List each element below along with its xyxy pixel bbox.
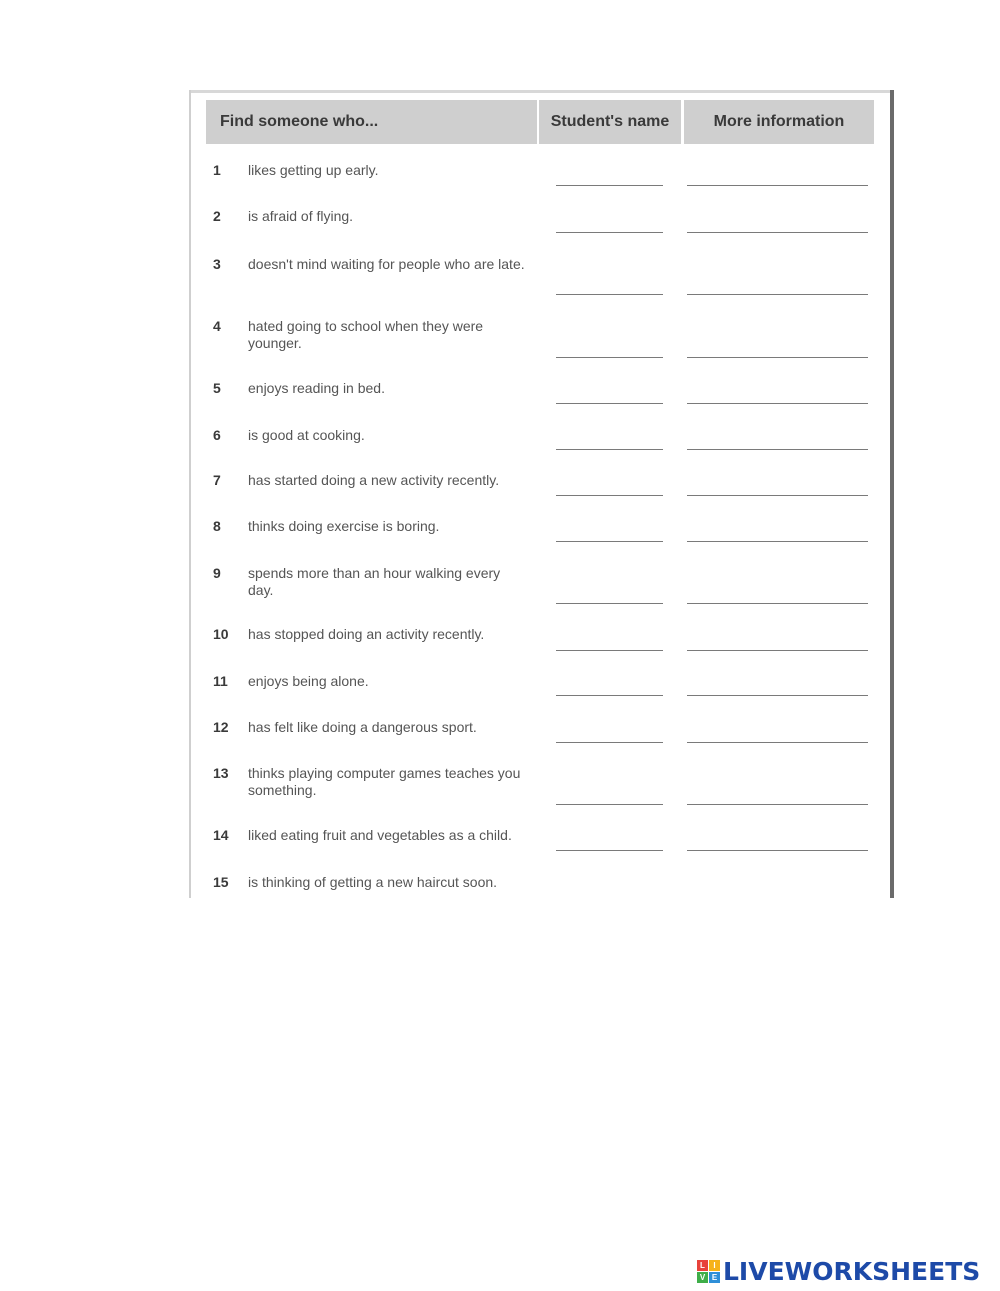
logo-block-l: L [697,1260,708,1271]
student-name-blank[interactable] [556,850,663,851]
more-information-blank[interactable] [687,804,868,805]
table-row [189,472,889,502]
table-row [189,765,889,805]
more-information-blank[interactable] [687,185,868,186]
row-text: is afraid of flying. [248,208,354,224]
table-row [189,673,889,703]
table-row [189,565,889,605]
more-information-blank[interactable] [687,449,868,450]
student-name-blank[interactable] [556,650,663,651]
row-text: has started doing a new activity recently. [248,472,500,488]
student-name-blank[interactable] [556,185,663,186]
row-text: doesn't mind waiting for people who are late. [248,256,525,272]
row-text: is thinking of getting a new haircut soon. [248,874,498,890]
student-name-blank[interactable] [556,495,663,496]
table-row [189,380,889,410]
row-number: 11 [213,673,228,689]
more-information-blank[interactable] [687,294,868,295]
more-information-blank[interactable] [687,742,868,743]
row-number: 15 [213,874,229,890]
header-student-name: Student's name [539,100,681,144]
liveworksheets-logo [697,1257,980,1285]
row-number: 5 [213,380,221,396]
header-find-someone: Find someone who... [206,100,537,144]
row-number: 8 [213,518,221,534]
more-information-blank[interactable] [687,850,868,851]
row-number: 7 [213,472,221,488]
more-information-blank[interactable] [687,650,868,651]
row-number: 6 [213,427,221,443]
row-text: has stopped doing an activity recently. [248,626,485,642]
row-number: 4 [213,318,221,334]
row-text: likes getting up early. [248,162,379,178]
row-text: thinks doing exercise is boring. [248,518,440,534]
row-text: enjoys reading in bed. [248,380,385,396]
scan-edge-top [189,90,894,93]
more-information-blank[interactable] [687,541,868,542]
row-text: thinks playing computer games teaches you something. [248,765,521,798]
student-name-blank[interactable] [556,403,663,404]
table-row [189,518,889,548]
table-row [189,256,889,296]
row-text: is good at cooking. [248,427,365,443]
more-information-blank[interactable] [687,695,868,696]
student-name-blank[interactable] [556,742,663,743]
student-name-blank[interactable] [556,232,663,233]
more-information-blank[interactable] [687,403,868,404]
table-row [189,827,889,857]
row-text: hated going to school when they were younger. [248,318,484,351]
more-information-blank[interactable] [687,357,868,358]
row-number: 9 [213,565,221,581]
row-text: has felt like doing a dangerous sport. [248,719,477,735]
student-name-blank[interactable] [556,449,663,450]
header-more-information: More information [684,100,874,144]
student-name-blank[interactable] [556,603,663,604]
more-information-blank[interactable] [687,495,868,496]
table-row [189,162,889,192]
scan-edge-right [890,90,894,898]
logo-block-i: I [709,1260,720,1271]
more-information-blank[interactable] [687,603,868,604]
student-name-blank[interactable] [556,804,663,805]
row-number: 1 [213,162,221,178]
logo-block-v: V [697,1272,708,1283]
row-number: 14 [213,827,229,843]
more-information-blank[interactable] [687,232,868,233]
row-number: 2 [213,208,221,224]
logo-wordmark: LIVEWORKSHEETS [723,1256,981,1286]
table-row [189,208,889,238]
logo-blocks-icon [697,1260,720,1283]
student-name-blank[interactable] [556,357,663,358]
student-name-blank[interactable] [556,541,663,542]
row-text: liked eating fruit and vegetables as a child. [248,827,512,843]
row-number: 3 [213,256,221,272]
row-text: enjoys being alone. [248,673,369,689]
table-row [189,318,889,358]
logo-block-e: E [709,1272,720,1283]
student-name-blank[interactable] [556,294,663,295]
student-name-blank[interactable] [556,695,663,696]
row-number: 10 [213,626,229,642]
row-number: 12 [213,719,229,735]
table-row [189,874,889,896]
table-row [189,719,889,749]
table-row [189,427,889,457]
row-number: 13 [213,765,229,781]
worksheet-page [189,90,894,898]
table-row [189,626,889,656]
row-text: spends more than an hour walking every day. [248,565,501,598]
